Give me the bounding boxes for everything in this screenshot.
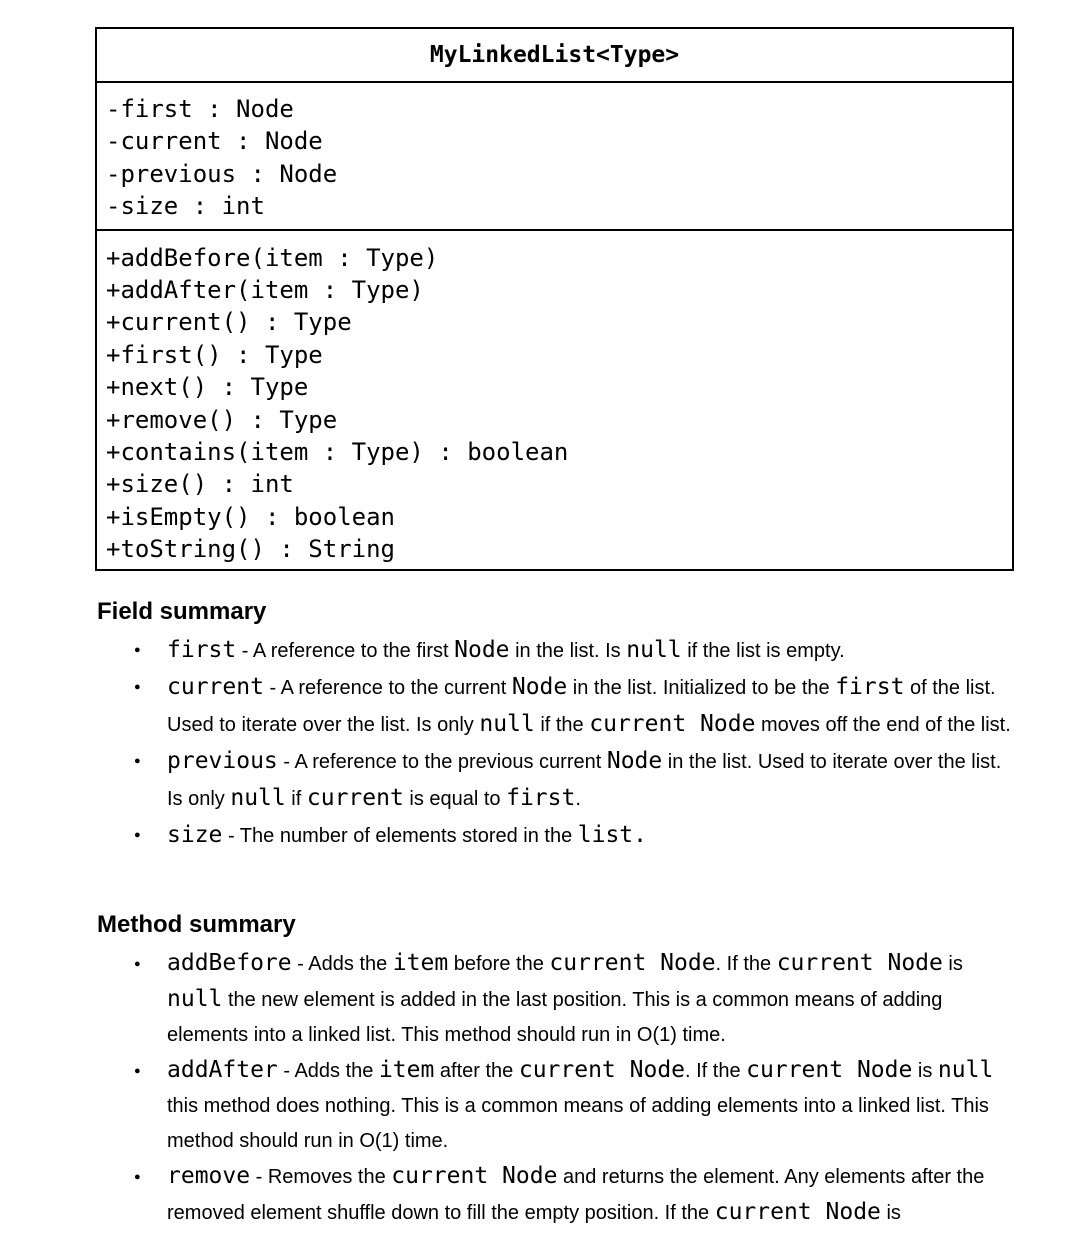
description-text: of the list. Used to iterate over the list. Is only [167,677,996,736]
inline-code: current Node [714,1199,881,1225]
uml-field: -size : int [106,192,265,221]
list-item [134,1159,1017,1231]
description-text: - A reference to the current [263,677,512,699]
uml-method: +first() : Type [106,340,323,369]
uml-method: +size() : int [106,470,294,499]
bullet-icon: ● [134,1171,141,1183]
inline-code: Node [511,674,568,700]
member-name: addBefore [167,950,292,976]
method-summary-heading: Method summary [97,911,296,938]
inline-code: null [626,637,682,663]
bullet-icon: ● [134,644,141,656]
inline-code: current [306,785,404,811]
description-text: if the list is empty. [681,640,845,662]
uml-method: +isEmpty() : boolean [106,502,395,531]
description-text: moves off the end of the list. [755,714,1011,736]
list-item [134,632,1017,669]
member-name: addAfter [167,1057,278,1083]
inline-code: null [167,986,223,1012]
uml-method: +toString() : String [106,535,395,564]
uml-methods-compartment [97,231,1012,569]
description-text: - Removes the [250,1166,392,1188]
inline-code: first [835,674,905,700]
method-summary-list [134,946,1017,1231]
description-text: . If the [685,1060,747,1082]
bullet-icon: ● [134,755,141,767]
uml-method: +next() : Type [106,373,309,402]
uml-field: -previous : Node [106,159,338,188]
uml-class-name: MyLinkedList<Type> [97,29,1012,83]
list-item [134,946,1017,1053]
uml-field: -first : Node [106,95,294,123]
field-summary-heading: Field summary [97,598,267,625]
description-text: the new element is added in the last position. This is a common means of adding elements into a linked list. This method should run in O(1) time. [167,989,943,1046]
description-text: . [575,788,581,810]
member-name: first [167,637,237,663]
uml-fields-compartment [97,83,1012,231]
description-text: if [285,788,307,810]
member-name: previous [167,748,278,774]
inline-code: null [937,1057,994,1083]
inline-code: null [230,785,286,811]
bullet-icon: ● [134,681,141,693]
description-text: is [912,1060,938,1082]
inline-code: Node [606,748,663,774]
bullet-icon: ● [134,829,141,841]
description-text: this method does nothing. This is a common means of adding elements into a linked list. This method should run in O(1) time. [167,1095,989,1152]
description-text: is [880,1202,901,1224]
list-item [134,669,1017,743]
uml-field: -current : Node [106,127,323,156]
uml-method: +addBefore(item : Type) [106,243,439,272]
inline-code: item [378,1057,435,1083]
description-text: in the list. Used to iterate over the list. Is only [167,751,1002,810]
member-name: remove [167,1163,251,1189]
list-item [134,1053,1017,1159]
uml-method: +addAfter(item : Type) [106,276,424,305]
description-text: - The number of elements stored in the [222,825,578,847]
list-item [134,817,1017,854]
member-name: current [167,674,264,700]
inline-code: first [506,785,576,811]
inline-code: current Node [589,711,756,737]
inline-code: current Node [518,1057,686,1083]
inline-code: item [392,950,449,976]
list-item [134,743,1017,817]
uml-method: +contains(item : Type) : boolean [106,438,569,467]
inline-code: null [479,711,535,737]
inline-code: current Node [391,1163,558,1189]
inline-code: current Node [549,950,716,976]
description-text: is equal to [403,788,507,810]
bullet-icon: ● [134,1065,141,1077]
description-text: and returns the element. Any elements after the removed element shuffle down to fill the empty position. If the [167,1166,985,1224]
inline-code: Node [454,637,510,663]
uml-class-diagram [95,27,1014,571]
description-text: in the list. Is [509,640,627,662]
description-text: - A reference to the previous current [277,751,607,773]
bullet-icon: ● [134,958,141,970]
description-text: is [942,953,963,975]
inline-code: list. [577,822,648,848]
field-summary-list [134,632,1017,854]
inline-code: current Node [746,1057,913,1083]
description-text: - A reference to the first [236,640,455,662]
inline-code: current Node [776,950,943,976]
member-name: size [167,822,223,848]
description-text: if the [534,714,590,736]
description-text: after the [434,1060,519,1082]
description-text: . If the [715,953,777,975]
description-text: - Adds the [277,1060,379,1082]
description-text: in the list. Initialized to be the [567,677,836,699]
description-text: - Adds the [291,953,393,975]
uml-method: +current() : Type [106,308,352,337]
description-text: before the [448,953,550,975]
uml-method: +remove() : Type [106,405,338,434]
